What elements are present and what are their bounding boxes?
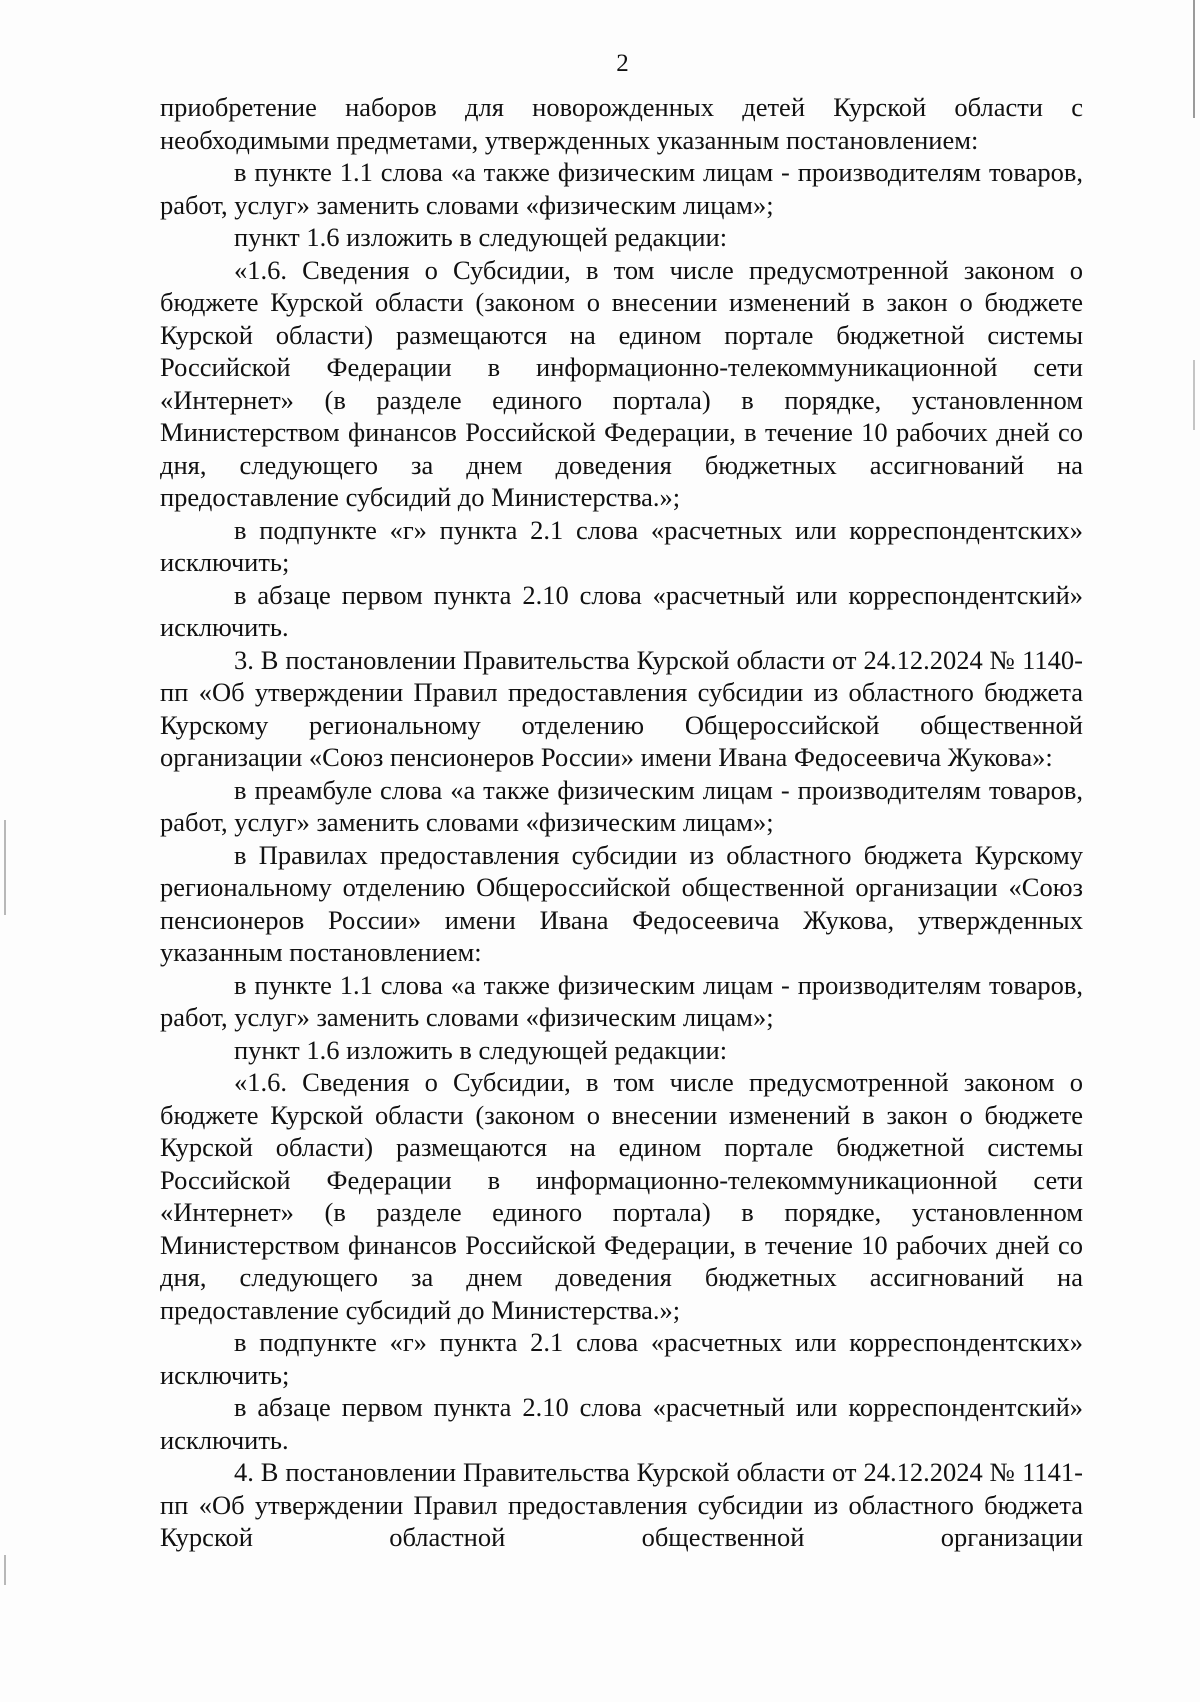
paragraph: «1.6. Сведения о Субсидии, в том числе предусмотренной законом о бюджете Курской области (законом о внесении изменений в закон о бюджете Курской области) размещаются на едином портале бюджетной системы Российской Федерации в информационно-телекоммуникационной сети «Интернет» (в разделе единого портала) в порядке, установленном Министерством финансов Российской Федерации, в течение 10 рабочих дней со дня, следующего за днем доведения бюджетных ассигнований на предоставление субсидий до Министерства.»; [160,254,1083,512]
scan-edge-mark [4,820,6,915]
paragraph: в подпункте «г» пункта 2.1 слова «расчетных или корреспондентских» исключить; [160,1327,1083,1390]
document-body [160,91,1083,1554]
paragraph: в преамбуле слова «а также физическим лицам - производителям товаров, работ, услуг» заменить словами «физическим лицам»; [160,774,1083,837]
paragraph: пункт 1.6 изложить в следующей редакции: [234,222,728,252]
paragraph: пункт 1.6 изложить в следующей редакции: [234,1034,728,1065]
page-number: 2 [616,50,629,77]
paragraph: приобретение наборов для новорожденных детей Курской области с необходимыми предметами, утвержденных указанным постановлением: [160,92,1083,155]
scan-edge-mark [4,1555,6,1585]
paragraph: «1.6. Сведения о Субсидии, в том числе предусмотренной законом о бюджете Курской области (законом о внесении изменений в закон о бюджете Курской области) размещаются на едином портале бюджетной системы Российской Федерации в информационно-телекоммуникационной сети «Интернет» (в разделе единого портала) в порядке, установленном Министерством финансов Российской Федерации, в течение 10 рабочих дней со дня, следующего за днем доведения бюджетных ассигнований на предоставление субсидий до Министерства.»; [160,1067,1083,1325]
paragraph: в пункте 1.1 слова «а также физическим лицам - производителям товаров, работ, услуг» заменить словами «физическим лицам»; [160,157,1083,220]
paragraph: в Правилах предоставления субсидии из областного бюджета Курскому региональному отделению Общероссийской общественной организации «Союз пенсионеров России» имени Ивана Федосеевича Жукова, утвержденных указанным постановлением: [160,839,1083,967]
scan-edge-line [1193,360,1195,430]
paragraph: 4. В постановлении Правительства Курской области от 24.12.2024 № 1141-пп «Об утверждении Правил предоставления субсидии из областного бюджета Курской областной общественной организации [160,1457,1083,1552]
paragraph: в абзаце первом пункта 2.10 слова «расчетный или корреспондентский» исключить. [160,579,1083,642]
paragraph: 3. В постановлении Правительства Курской области от 24.12.2024 № 1140-пп «Об утверждении Правил предоставления субсидии из областного бюджета Курскому региональному отделению Общероссийской общественной организации «Союз пенсионеров России» имени Ивана Федосеевича Жукова»: [160,644,1083,772]
paragraph: в подпункте «г» пункта 2.1 слова «расчетных или корреспондентских» исключить; [160,514,1083,577]
paragraph: в пункте 1.1 слова «а также физическим лицам - производителям товаров, работ, услуг» заменить словами «физическим лицам»; [160,969,1083,1032]
paragraph: в абзаце первом пункта 2.10 слова «расчетный или корреспондентский» исключить. [160,1392,1083,1455]
